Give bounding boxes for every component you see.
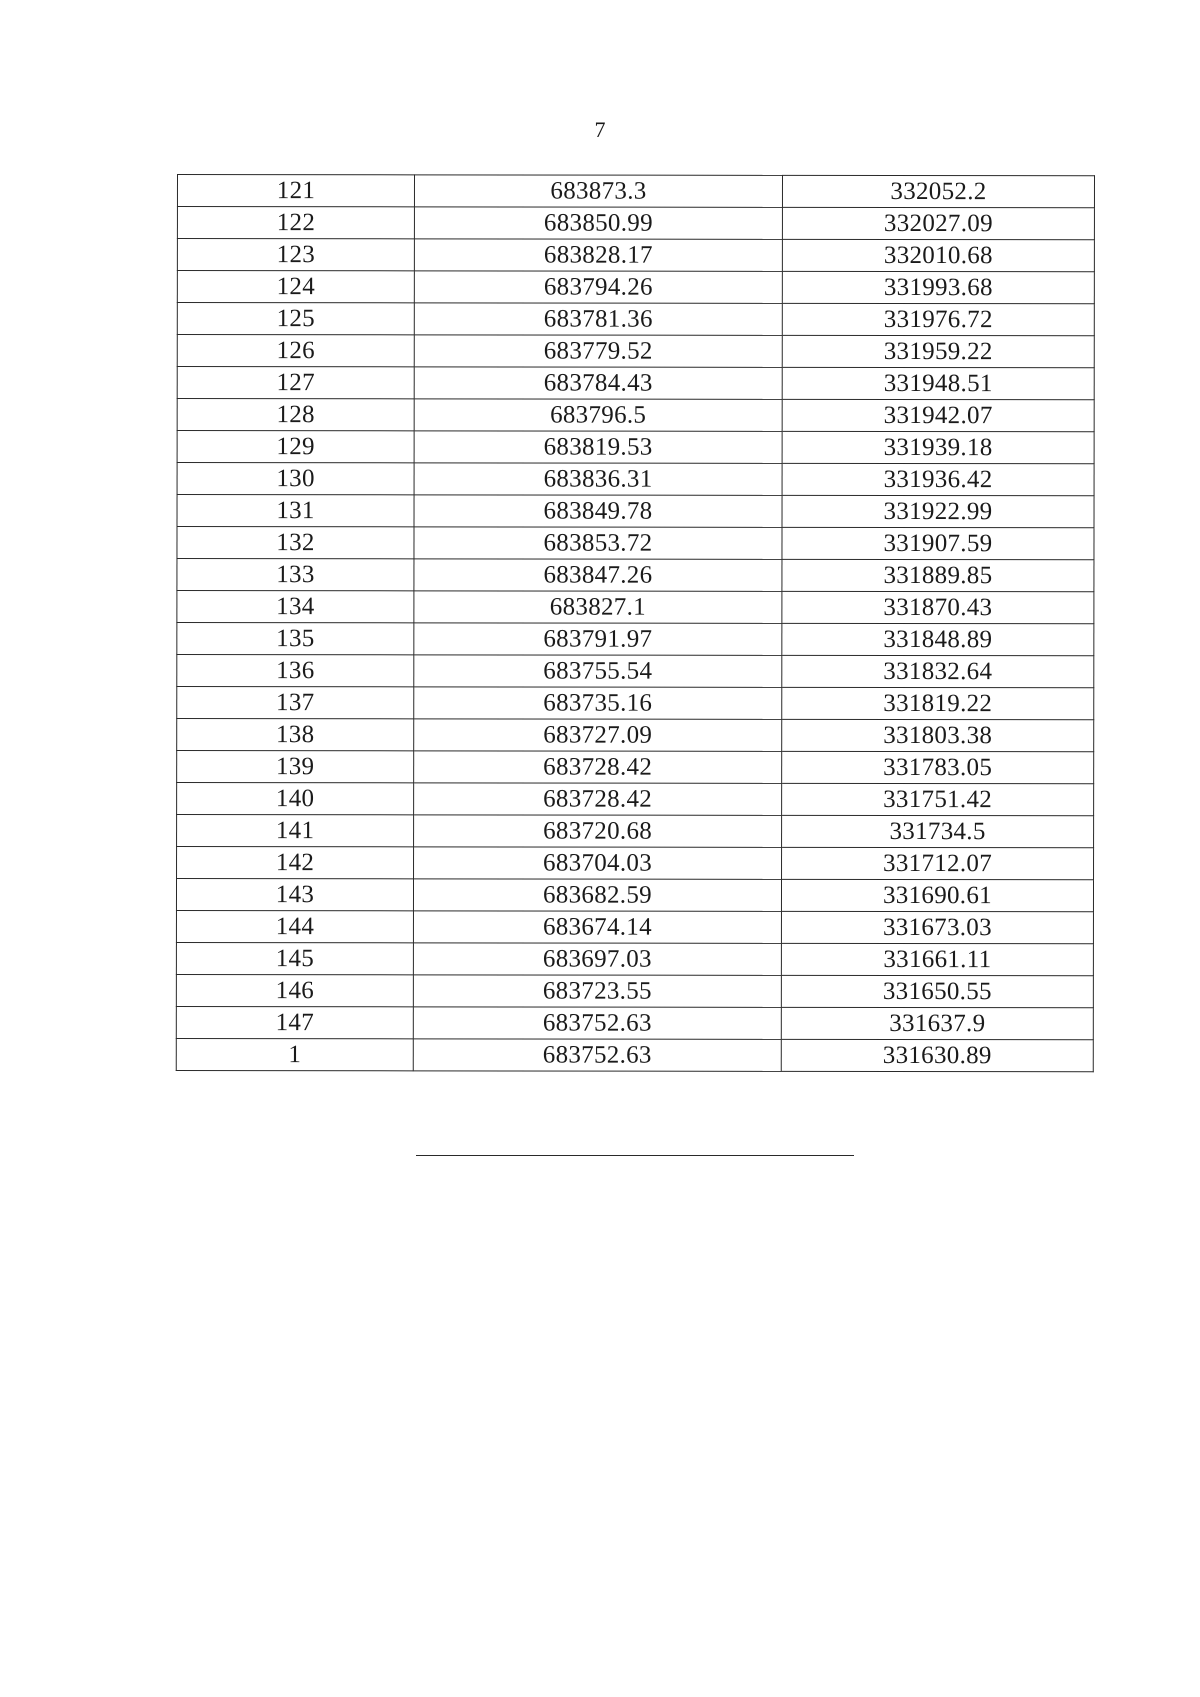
- x-coordinate-cell: 683704.03: [414, 847, 782, 880]
- point-number-cell: 136: [177, 655, 414, 687]
- table-row: [177, 527, 1094, 560]
- table-row: [177, 399, 1094, 432]
- y-coordinate-cell: 331637.9: [781, 1007, 1093, 1039]
- table-row: [177, 175, 1094, 208]
- x-coordinate-cell: 683682.59: [413, 879, 781, 912]
- table-row: [177, 815, 1094, 848]
- table-row: [177, 591, 1094, 624]
- y-coordinate-cell: 332052.2: [782, 175, 1094, 207]
- point-number-cell: 131: [177, 495, 414, 527]
- y-coordinate-cell: 331783.05: [782, 751, 1094, 783]
- y-coordinate-cell: 331993.68: [782, 271, 1094, 303]
- y-coordinate-cell: 331848.89: [782, 623, 1094, 655]
- point-number-cell: 144: [176, 911, 413, 943]
- x-coordinate-cell: 683853.72: [414, 527, 782, 560]
- table-row: [177, 655, 1094, 688]
- point-number-cell: 126: [177, 335, 414, 367]
- coordinates-table: [176, 174, 1095, 1072]
- table-row: [176, 974, 1093, 1007]
- page-number: 7: [594, 117, 606, 142]
- table-row: [177, 719, 1094, 752]
- x-coordinate-cell: 683781.36: [414, 303, 782, 336]
- table-row: [176, 1038, 1093, 1071]
- point-number-cell: 122: [177, 207, 414, 239]
- x-coordinate-cell: 683827.1: [414, 591, 782, 624]
- table-row: [176, 911, 1093, 944]
- table-row: [177, 559, 1094, 592]
- y-coordinate-cell: 331650.55: [781, 975, 1093, 1007]
- x-coordinate-cell: 683720.68: [414, 815, 782, 848]
- x-coordinate-cell: 683784.43: [414, 367, 782, 400]
- table-row: [177, 239, 1094, 272]
- point-number-cell: 133: [177, 559, 414, 591]
- y-coordinate-cell: 331819.22: [782, 687, 1094, 719]
- point-number-cell: 123: [177, 239, 414, 271]
- y-coordinate-cell: 331870.43: [782, 591, 1094, 623]
- point-number-cell: 137: [177, 687, 414, 719]
- table-row: [177, 271, 1094, 304]
- x-coordinate-cell: 683779.52: [414, 335, 782, 368]
- table-row: [177, 303, 1094, 336]
- x-coordinate-cell: 683794.26: [414, 271, 782, 304]
- y-coordinate-cell: 331936.42: [782, 463, 1094, 495]
- table-row: [177, 431, 1094, 464]
- table-row: [177, 463, 1094, 496]
- x-coordinate-cell: 683847.26: [414, 559, 782, 592]
- table-row: [177, 783, 1094, 816]
- y-coordinate-cell: 332027.09: [782, 207, 1094, 239]
- point-number-cell: 130: [177, 463, 414, 495]
- table-row: [176, 942, 1093, 975]
- y-coordinate-cell: 331734.5: [782, 815, 1094, 847]
- point-number-cell: 121: [177, 175, 414, 207]
- point-number-cell: 129: [177, 431, 414, 463]
- x-coordinate-cell: 683728.42: [414, 783, 782, 816]
- point-number-cell: 125: [177, 303, 414, 335]
- y-coordinate-cell: 331948.51: [782, 367, 1094, 399]
- point-number-cell: 140: [177, 783, 414, 815]
- table-row: [177, 207, 1094, 240]
- table-row: [177, 847, 1094, 880]
- x-coordinate-cell: 683873.3: [414, 175, 782, 208]
- table-row: [177, 367, 1094, 400]
- x-coordinate-cell: 683836.31: [414, 463, 782, 496]
- point-number-cell: 128: [177, 399, 414, 431]
- y-coordinate-cell: 331922.99: [782, 495, 1094, 527]
- table-row: [177, 623, 1094, 656]
- x-coordinate-cell: 683697.03: [413, 943, 781, 976]
- y-coordinate-cell: 331907.59: [782, 527, 1094, 559]
- point-number-cell: 127: [177, 367, 414, 399]
- table-row: [177, 495, 1094, 528]
- point-number-cell: 132: [177, 527, 414, 559]
- coordinates-table-body: [176, 175, 1094, 1072]
- point-number-cell: 139: [177, 751, 414, 783]
- end-of-document-rule: [416, 1155, 854, 1156]
- x-coordinate-cell: 683755.54: [414, 655, 782, 688]
- point-number-cell: 143: [176, 879, 413, 911]
- table-row: [177, 335, 1094, 368]
- x-coordinate-cell: 683752.63: [413, 1039, 781, 1072]
- y-coordinate-cell: 331939.18: [782, 431, 1094, 463]
- x-coordinate-cell: 683849.78: [414, 495, 782, 528]
- x-coordinate-cell: 683723.55: [413, 975, 781, 1008]
- point-number-cell: 135: [177, 623, 414, 655]
- point-number-cell: 146: [176, 974, 413, 1006]
- x-coordinate-cell: 683727.09: [414, 719, 782, 752]
- table-row: [176, 1006, 1093, 1039]
- y-coordinate-cell: 331712.07: [782, 847, 1094, 879]
- x-coordinate-cell: 683850.99: [414, 207, 782, 240]
- table-row: [176, 879, 1093, 912]
- point-number-cell: 1: [176, 1038, 413, 1070]
- y-coordinate-cell: 331889.85: [782, 559, 1094, 591]
- y-coordinate-cell: 331661.11: [781, 943, 1093, 975]
- point-number-cell: 142: [177, 847, 414, 879]
- point-number-cell: 124: [177, 271, 414, 303]
- x-coordinate-cell: 683752.63: [413, 1007, 781, 1040]
- point-number-cell: 134: [177, 591, 414, 623]
- point-number-cell: 138: [177, 719, 414, 751]
- table-row: [177, 751, 1094, 784]
- y-coordinate-cell: 331673.03: [781, 911, 1093, 943]
- y-coordinate-cell: 331630.89: [781, 1039, 1093, 1071]
- x-coordinate-cell: 683819.53: [414, 431, 782, 464]
- x-coordinate-cell: 683728.42: [414, 751, 782, 784]
- x-coordinate-cell: 683828.17: [414, 239, 782, 272]
- y-coordinate-cell: 332010.68: [782, 239, 1094, 271]
- y-coordinate-cell: 331976.72: [782, 303, 1094, 335]
- table-row: [177, 687, 1094, 720]
- x-coordinate-cell: 683796.5: [414, 399, 782, 432]
- y-coordinate-cell: 331832.64: [782, 655, 1094, 687]
- point-number-cell: 145: [176, 942, 413, 974]
- y-coordinate-cell: 331803.38: [782, 719, 1094, 751]
- point-number-cell: 147: [176, 1006, 413, 1038]
- x-coordinate-cell: 683735.16: [414, 687, 782, 720]
- y-coordinate-cell: 331959.22: [782, 335, 1094, 367]
- y-coordinate-cell: 331690.61: [781, 879, 1093, 911]
- point-number-cell: 141: [177, 815, 414, 847]
- y-coordinate-cell: 331751.42: [782, 783, 1094, 815]
- x-coordinate-cell: 683791.97: [414, 623, 782, 656]
- y-coordinate-cell: 331942.07: [782, 399, 1094, 431]
- x-coordinate-cell: 683674.14: [413, 911, 781, 944]
